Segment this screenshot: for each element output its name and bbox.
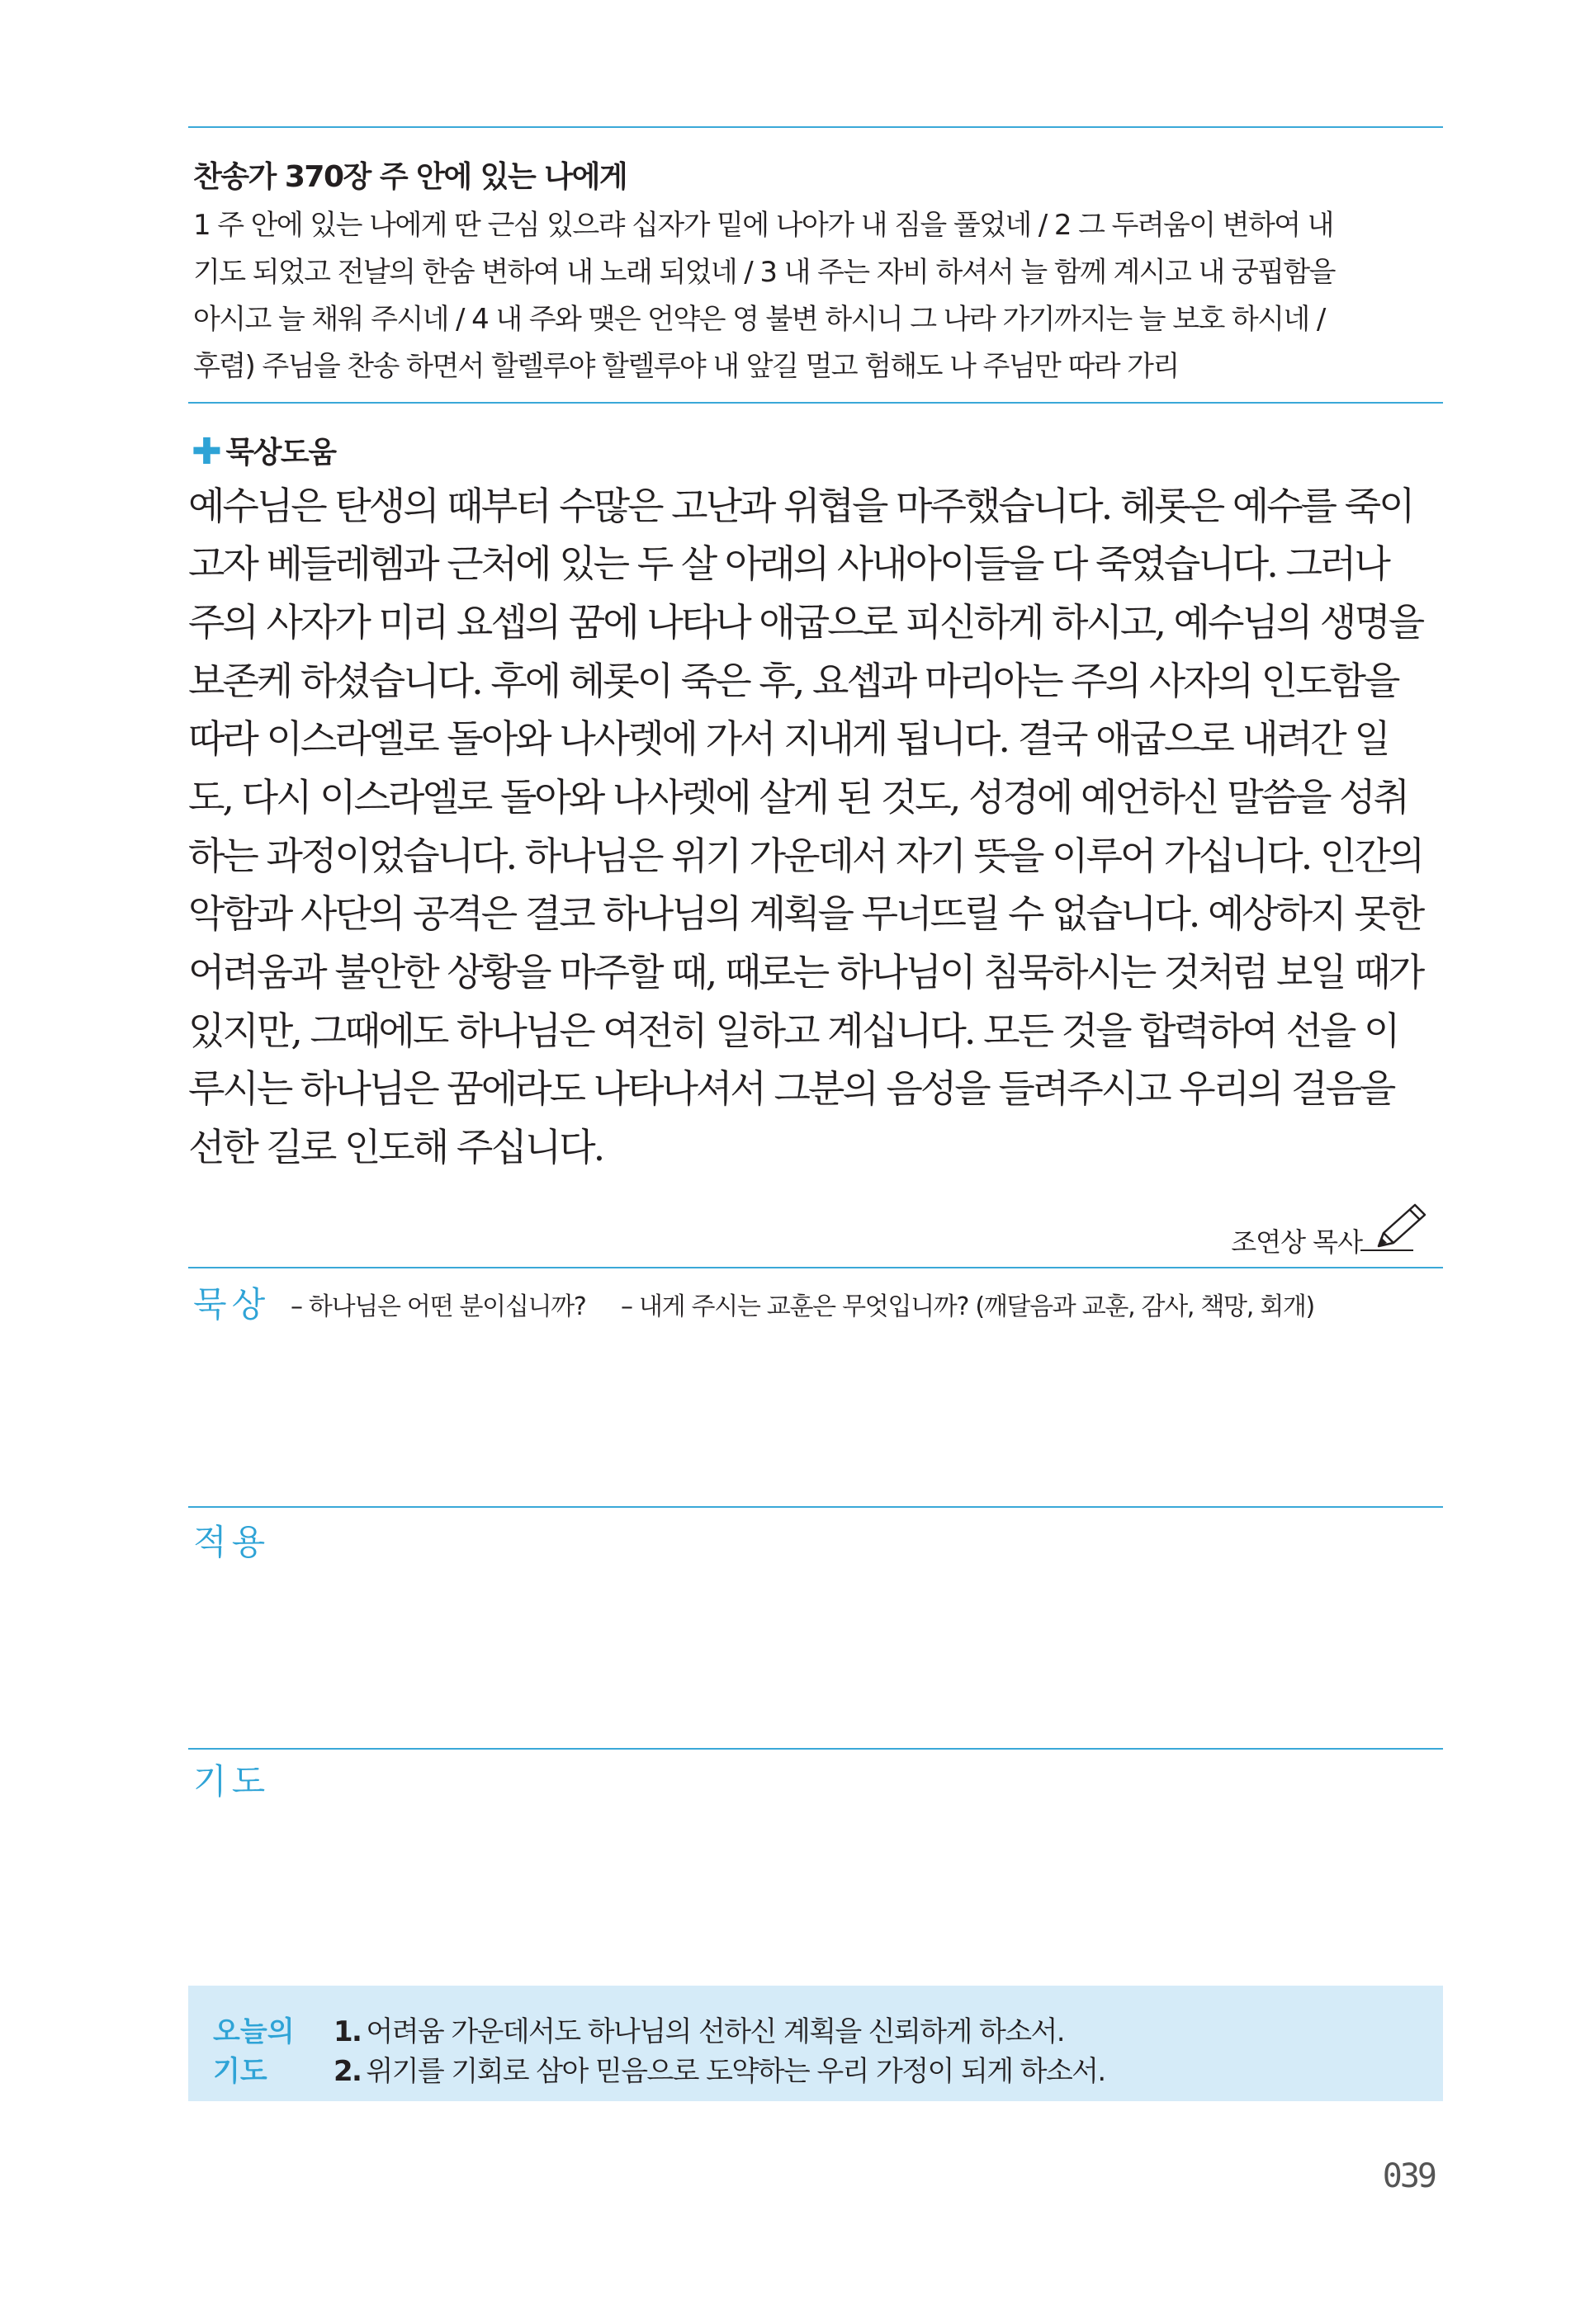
meditation-text-line: 선한 길로 인도해 주십니다. [188, 1125, 603, 1169]
meditation-text-line: 있지만, 그때에도 하나님은 여전히 일하고 계십니다. 모든 것을 합력하여 선을 이 [188, 1008, 1398, 1053]
meditation-help-title: 묵상도움 [225, 436, 336, 470]
prayer-item [334, 2009, 1064, 2049]
meditation-text-line: 악함과 사단의 공격은 결코 하나님의 계획을 무너뜨릴 수 없습니다. 예상하지 못한 [188, 891, 1423, 936]
meditation-question-2: – 내게 주시는 교훈은 무엇입니까? (깨달음과 교훈, 감사, 책망, 회개) [621, 1292, 1314, 1321]
hymn-title: 찬송가 370장 주 안에 있는 나에게 [193, 160, 627, 194]
prayer-item-number: 1. [334, 2015, 362, 2048]
meditation-question-1: – 하나님은 어떤 분이십니까? [291, 1292, 586, 1321]
meditation-help-heading [192, 429, 335, 471]
hymn-divider [188, 402, 1443, 404]
application-divider [188, 1506, 1443, 1508]
application-label: 적용 [193, 1522, 271, 1562]
prayer-item-number: 2. [334, 2055, 362, 2088]
meditation-text-line: 도, 다시 이스라엘로 돌아와 나사렛에 살게 된 것도, 성경에 예언하신 말씀을 성취 [188, 775, 1408, 820]
prayer-label: 기도 [193, 1761, 271, 1802]
prayer-item [334, 2048, 1105, 2089]
meditation-label: 묵상 [193, 1284, 271, 1325]
meditation-text-line: 고자 베들레헴과 근처에 있는 두 살 아래의 사내아이들을 다 죽였습니다. 그러나 [188, 541, 1389, 586]
meditation-text-line: 루시는 하나님은 꿈에라도 나타나셔서 그분의 음성을 들려주시고 우리의 걸음을 [188, 1066, 1394, 1111]
todays-prayer-box [188, 1986, 1443, 2101]
prayer-item-text: 위기를 기회로 삼아 믿음으로 도약하는 우리 가정이 되게 하소서. [366, 2055, 1105, 2088]
meditation-text-line: 따라 이스라엘로 돌아와 나사렛에 가서 지내게 됩니다. 결국 애굽으로 내려간 일 [188, 716, 1389, 761]
author-name: 조연상 목사 [1231, 1226, 1362, 1258]
meditation-text-line: 예수님은 탄생의 때부터 수많은 고난과 위협을 마주했습니다. 헤롯은 예수를 죽이 [188, 484, 1413, 528]
todays-prayer-label-1: 오늘의 [213, 2015, 295, 2048]
pencil-icon [1372, 1200, 1431, 1249]
author-underline [1360, 1249, 1413, 1251]
meditation-text-line: 어려움과 불안한 상황을 마주할 때, 때로는 하나님이 침묵하시는 것처럼 보일 때가 [188, 950, 1423, 994]
meditation-text-line: 하는 과정이었습니다. 하나님은 위기 가운데서 자기 뜻을 이루어 가십니다. 인간의 [188, 834, 1423, 878]
prayer-divider [188, 1748, 1443, 1750]
hymn-line: 아시고 늘 채워 주시네 / 4 내 주와 맺은 언약은 영 불변 하시니 그 나라 가기까지는 늘 보호 하시네 / [193, 303, 1325, 336]
meditation-text-line: 주의 사자가 미리 요셉의 꿈에 나타나 애굽으로 피신하게 하시고, 예수님의 생명을 [188, 600, 1423, 645]
page-number: 039 [1382, 2157, 1435, 2195]
hymn-line: 기도 되었고 전날의 한숨 변하여 내 노래 되었네 / 3 내 주는 자비 하셔서 늘 함께 계시고 내 궁핍함을 [193, 256, 1335, 289]
todays-prayer-label-2: 기도 [213, 2055, 267, 2088]
prayer-item-text: 어려움 가운데서도 하나님의 선하신 계획을 신뢰하게 하소서. [366, 2015, 1064, 2048]
plus-icon: ✚ [192, 431, 221, 473]
meditation-divider [188, 1267, 1443, 1268]
top-rule [188, 126, 1443, 128]
hymn-line: 1 주 안에 있는 나에게 딴 근심 있으랴 십자가 밑에 나아가 내 짐을 풀었네 / 2 그 두려움이 변하여 내 [193, 209, 1333, 242]
hymn-line: 후렴) 주님을 찬송 하면서 할렐루야 할렐루야 내 앞길 멀고 험해도 나 주님만 따라 가리 [193, 350, 1179, 383]
meditation-text-line: 보존케 하셨습니다. 후에 헤롯이 죽은 후, 요셉과 마리아는 주의 사자의 인도함을 [188, 659, 1398, 703]
page [188, 0, 1443, 2324]
